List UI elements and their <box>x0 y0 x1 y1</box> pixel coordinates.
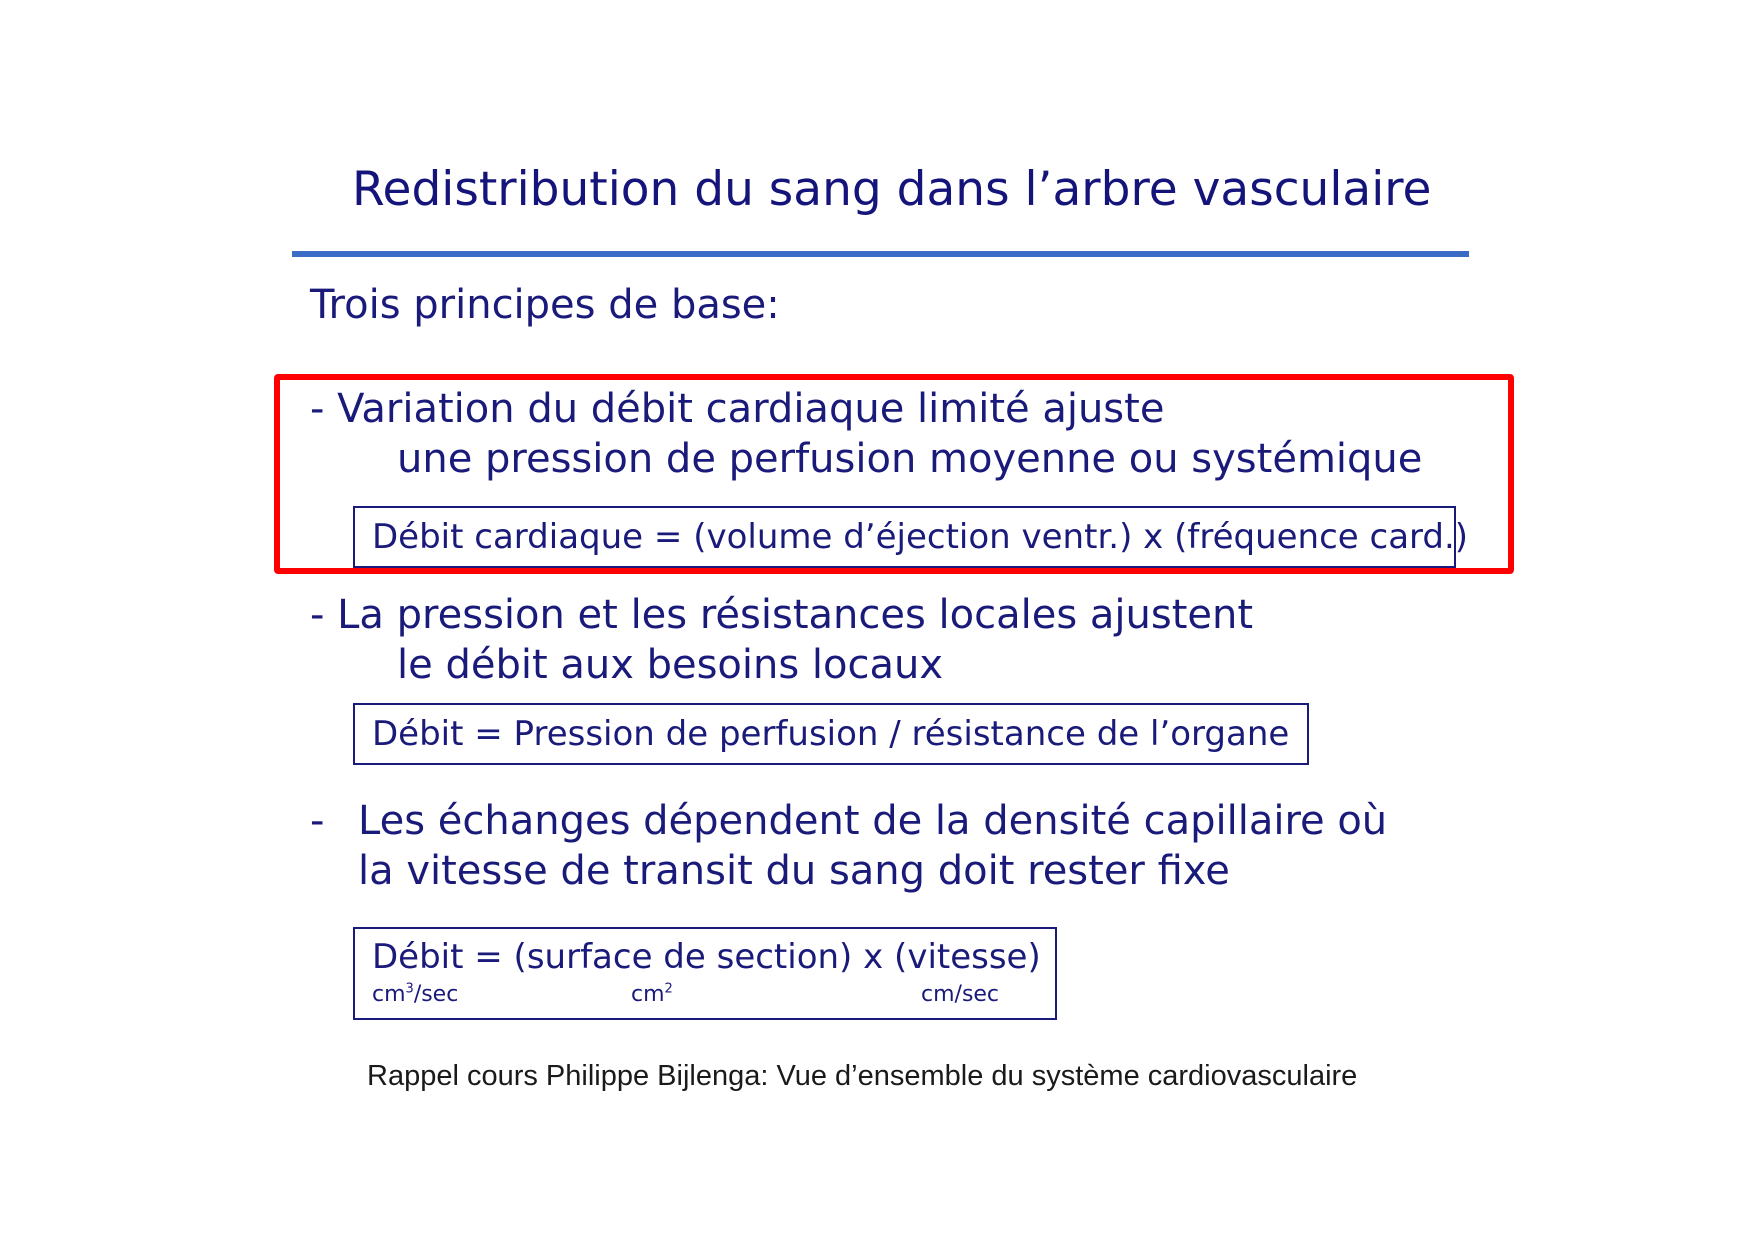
formula-3-text: Débit = (surface de section) x (vitesse) <box>372 937 1041 977</box>
principle-3-line-1: Les échanges dépendent de la densité capillaire où <box>358 798 1388 844</box>
formula-box-2 <box>353 703 1309 765</box>
principle-2-line-1: - La pression et les résistances locales ajustent <box>310 592 1254 638</box>
principle-1-line-1: - Variation du débit cardiaque limité ajuste <box>310 386 1165 432</box>
title-divider <box>292 251 1469 257</box>
formula-box-3 <box>353 927 1057 1020</box>
principle-3-dash: - <box>310 798 325 844</box>
principle-3-line-2: la vitesse de transit du sang doit rester fixe <box>358 848 1230 894</box>
unit-area: $cm^2$ <box>631 981 673 1007</box>
principle-2-line-2: le débit aux besoins locaux <box>397 642 944 688</box>
source-caption: Rappel cours Philippe Bijlenga: Vue d’ensemble du système cardiovasculaire <box>367 1060 1358 1092</box>
principle-1-line-2: une pression de perfusion moyenne ou systémique <box>397 436 1423 482</box>
formula-2-text: Débit = Pression de perfusion / résistance de l’organe <box>372 714 1290 754</box>
unit-velocity: cm/sec <box>921 982 1000 1007</box>
formula-box-1 <box>353 506 1469 568</box>
formula-1-text: Débit cardiaque = (volume d’éjection ventr.) x (fréquence card.) <box>372 517 1469 557</box>
unit-flow: $cm^3/\sec$ <box>372 981 459 1007</box>
slide-title: Redistribution du sang dans l’arbre vasculaire <box>352 162 1432 217</box>
intro-text: Trois principes de base: <box>310 282 780 328</box>
